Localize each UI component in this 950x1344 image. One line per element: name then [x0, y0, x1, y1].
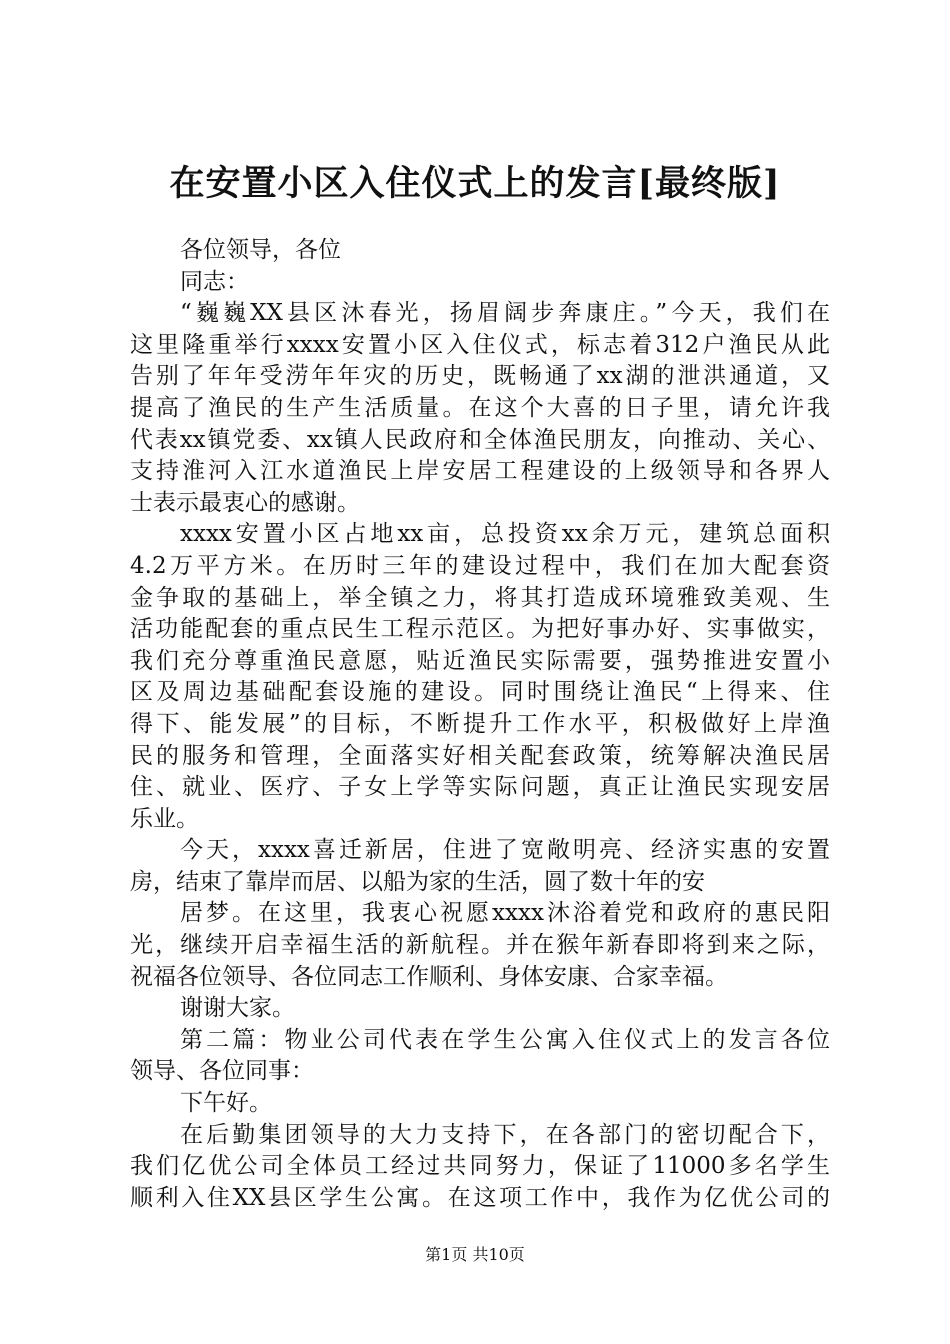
- body-line: 金争取的基础上，举全镇之力，将其打造成环境雅致美观、生: [130, 584, 830, 611]
- body-line: 领导、各位同事：: [130, 1058, 314, 1085]
- document-title: 在安置小区入住仪式上的发言[最终版]: [169, 163, 781, 204]
- body-line: 房，结束了靠岸而居、以船为家的生活，圆了数十年的安: [130, 868, 705, 895]
- body-line: 住、就业、医疗、子女上学等实际问题，真正让渔民实现安居: [130, 774, 830, 801]
- body-line: 提高了渔民的生产生活质量。在这个大喜的日子里，请允许我: [130, 394, 830, 421]
- document-body: [130, 235, 830, 1214]
- body-line: 我们充分尊重渔民意愿，贴近渔民实际需要，强势推进安置小: [130, 647, 830, 674]
- body-line: 支持淮河入江水道渔民上岸安居工程建设的上级领导和各界人: [130, 458, 830, 485]
- body-line: “巍巍XX县区沐春光，扬眉阔步奔康庄。”今天，我们在: [180, 300, 830, 327]
- body-line: 第二篇：物业公司代表在学生公寓入住仪式上的发言各位: [180, 1026, 830, 1053]
- body-line: 祝福各位领导、各位同志工作顺利、身体安康、合家幸福。: [130, 963, 728, 990]
- body-line: 光，继续开启幸福生活的新航程。并在猴年新春即将到来之际，: [130, 932, 830, 959]
- body-line: 士表示最衷心的感谢。: [130, 489, 360, 516]
- body-line: 得下、能发展”的目标，不断提升工作水平，积极做好上岸渔: [130, 710, 830, 737]
- page-footer: 第1页 共10页: [425, 1245, 525, 1264]
- body-line: 在后勤集团领导的大力支持下，在各部门的密切配合下，: [180, 1121, 830, 1148]
- body-line: 告别了年年受涝年年灾的历史，既畅通了xx湖的泄洪通道，又: [130, 363, 830, 390]
- body-line: 居梦。在这里，我衷心祝愿xxxx沐浴着党和政府的惠民阳: [180, 900, 830, 927]
- body-line: 这里隆重举行xxxx安置小区入住仪式，标志着312户渔民从此: [130, 331, 830, 358]
- body-line: 同志：: [180, 268, 249, 295]
- body-line: 下午好。: [180, 1090, 272, 1117]
- body-line: 各位领导，各位: [180, 237, 341, 263]
- body-line: 区及周边基础配套设施的建设。同时围绕让渔民“上得来、住: [130, 679, 830, 706]
- body-line: 我们亿优公司全体员工经过共同努力，保证了11000多名学生: [130, 1153, 830, 1180]
- body-line: xxxx安置小区占地xx亩，总投资xx余万元，建筑总面积: [180, 521, 830, 548]
- body-line: 乐业。: [130, 805, 199, 832]
- body-line: 代表xx镇党委、xx镇人民政府和全体渔民朋友，向推动、关心、: [130, 426, 830, 453]
- body-line: 今天，xxxx喜迁新居，住进了宽敞明亮、经济实惠的安置: [180, 837, 830, 864]
- body-line: 顺利入住XX县区学生公寓。在这项工作中，我作为亿优公司的: [130, 1184, 830, 1211]
- body-line: 4.2万平方米。在历时三年的建设过程中，我们在加大配套资: [130, 552, 830, 579]
- body-line: 民的服务和管理，全面落实好相关配套政策，统筹解决渔民居: [130, 742, 830, 769]
- body-line: 谢谢大家。: [180, 995, 295, 1022]
- body-line: 活功能配套的重点民生工程示范区。为把好事办好、实事做实，: [130, 616, 830, 643]
